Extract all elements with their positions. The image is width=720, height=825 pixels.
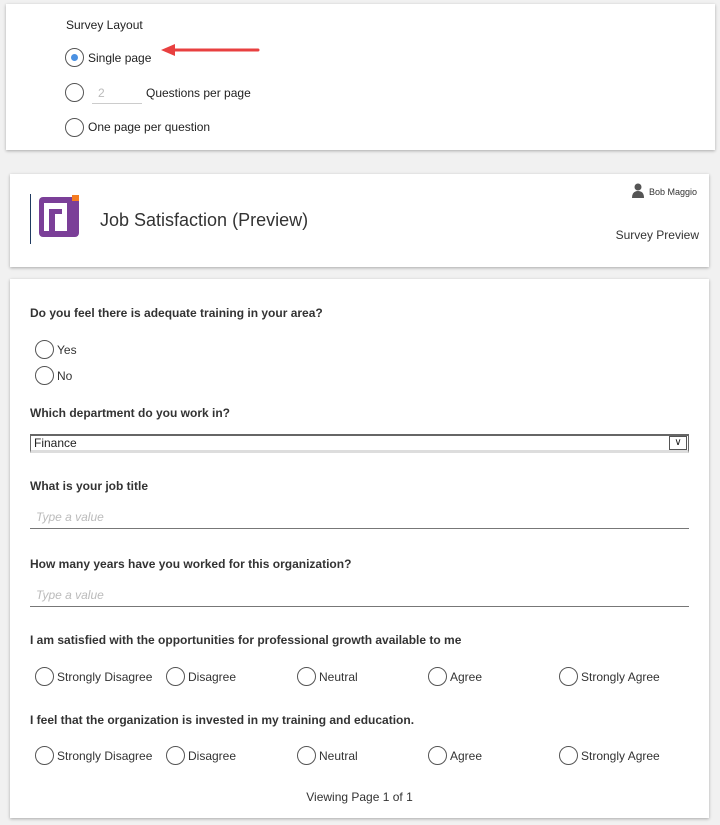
question-6: I feel that the organization is invested in my training and education. [30, 713, 415, 727]
q6-option-radio[interactable] [428, 746, 447, 765]
one-per-question-radio[interactable] [65, 118, 84, 137]
q5-option-label: Strongly Agree [581, 670, 660, 684]
q5-option-label: Agree [450, 670, 483, 684]
page-indicator: Viewing Page 1 of 1 [306, 790, 413, 804]
logo [39, 195, 82, 239]
q5-option-radio[interactable] [166, 667, 185, 686]
q6-option-radio[interactable] [297, 746, 316, 765]
one-per-question-label: One page per question [88, 120, 211, 134]
question-1: Do you feel there is adequate training in your area? [30, 306, 323, 320]
years-input[interactable]: Type a value [30, 583, 689, 607]
q5-option-label: Strongly Disagree [57, 670, 153, 684]
q6-option-label: Disagree [188, 749, 237, 763]
user-icon [632, 183, 644, 198]
survey-header [10, 174, 709, 267]
q5-option-label: Disagree [188, 670, 237, 684]
q5-option-radio[interactable] [428, 667, 447, 686]
survey-layout-title: Survey Layout [66, 18, 143, 32]
question-3: What is your job title [30, 479, 149, 493]
single-page-radio[interactable] [65, 48, 84, 67]
question-2: Which department do you work in? [30, 406, 231, 420]
department-select[interactable] [30, 434, 689, 453]
question-4: How many years have you worked for this organization? [30, 557, 352, 571]
survey-preview-label: Survey Preview [615, 228, 699, 242]
q6-option-label: Strongly Agree [581, 749, 660, 763]
no-radio[interactable] [35, 366, 54, 385]
q6-option-label: Agree [450, 749, 483, 763]
chevron-down-icon[interactable]: ∨ [669, 436, 687, 450]
yes-radio[interactable] [35, 340, 54, 359]
survey-title: Job Satisfaction (Preview) [100, 210, 309, 230]
q5-option-label: Neutral [319, 670, 358, 684]
q6-option-label: Strongly Disagree [57, 749, 153, 763]
q6-option-label: Neutral [319, 749, 358, 763]
q6-option-radio[interactable] [166, 746, 185, 765]
questions-per-page-radio[interactable] [65, 83, 84, 102]
questions-per-page-input[interactable]: 2 [92, 84, 142, 104]
q5-option-radio[interactable] [35, 667, 54, 686]
q5-option-radio[interactable] [297, 667, 316, 686]
q6-option-radio[interactable] [559, 746, 578, 765]
questions-per-page-label: Questions per page [146, 86, 251, 100]
yes-label: Yes [57, 343, 77, 357]
q6-option-radio[interactable] [35, 746, 54, 765]
divider [30, 194, 31, 244]
single-page-label: Single page [88, 51, 152, 65]
survey-layout-panel [6, 4, 715, 150]
department-value: Finance [34, 436, 77, 450]
survey-body [10, 279, 709, 818]
question-5: I am satisfied with the opportunities for professional growth available to me [30, 633, 462, 647]
no-label: No [57, 369, 73, 383]
q5-option-radio[interactable] [559, 667, 578, 686]
annotation-arrow-icon [161, 42, 261, 58]
user-name[interactable]: Bob Maggio [649, 187, 698, 197]
job-title-input[interactable]: Type a value [30, 505, 689, 529]
